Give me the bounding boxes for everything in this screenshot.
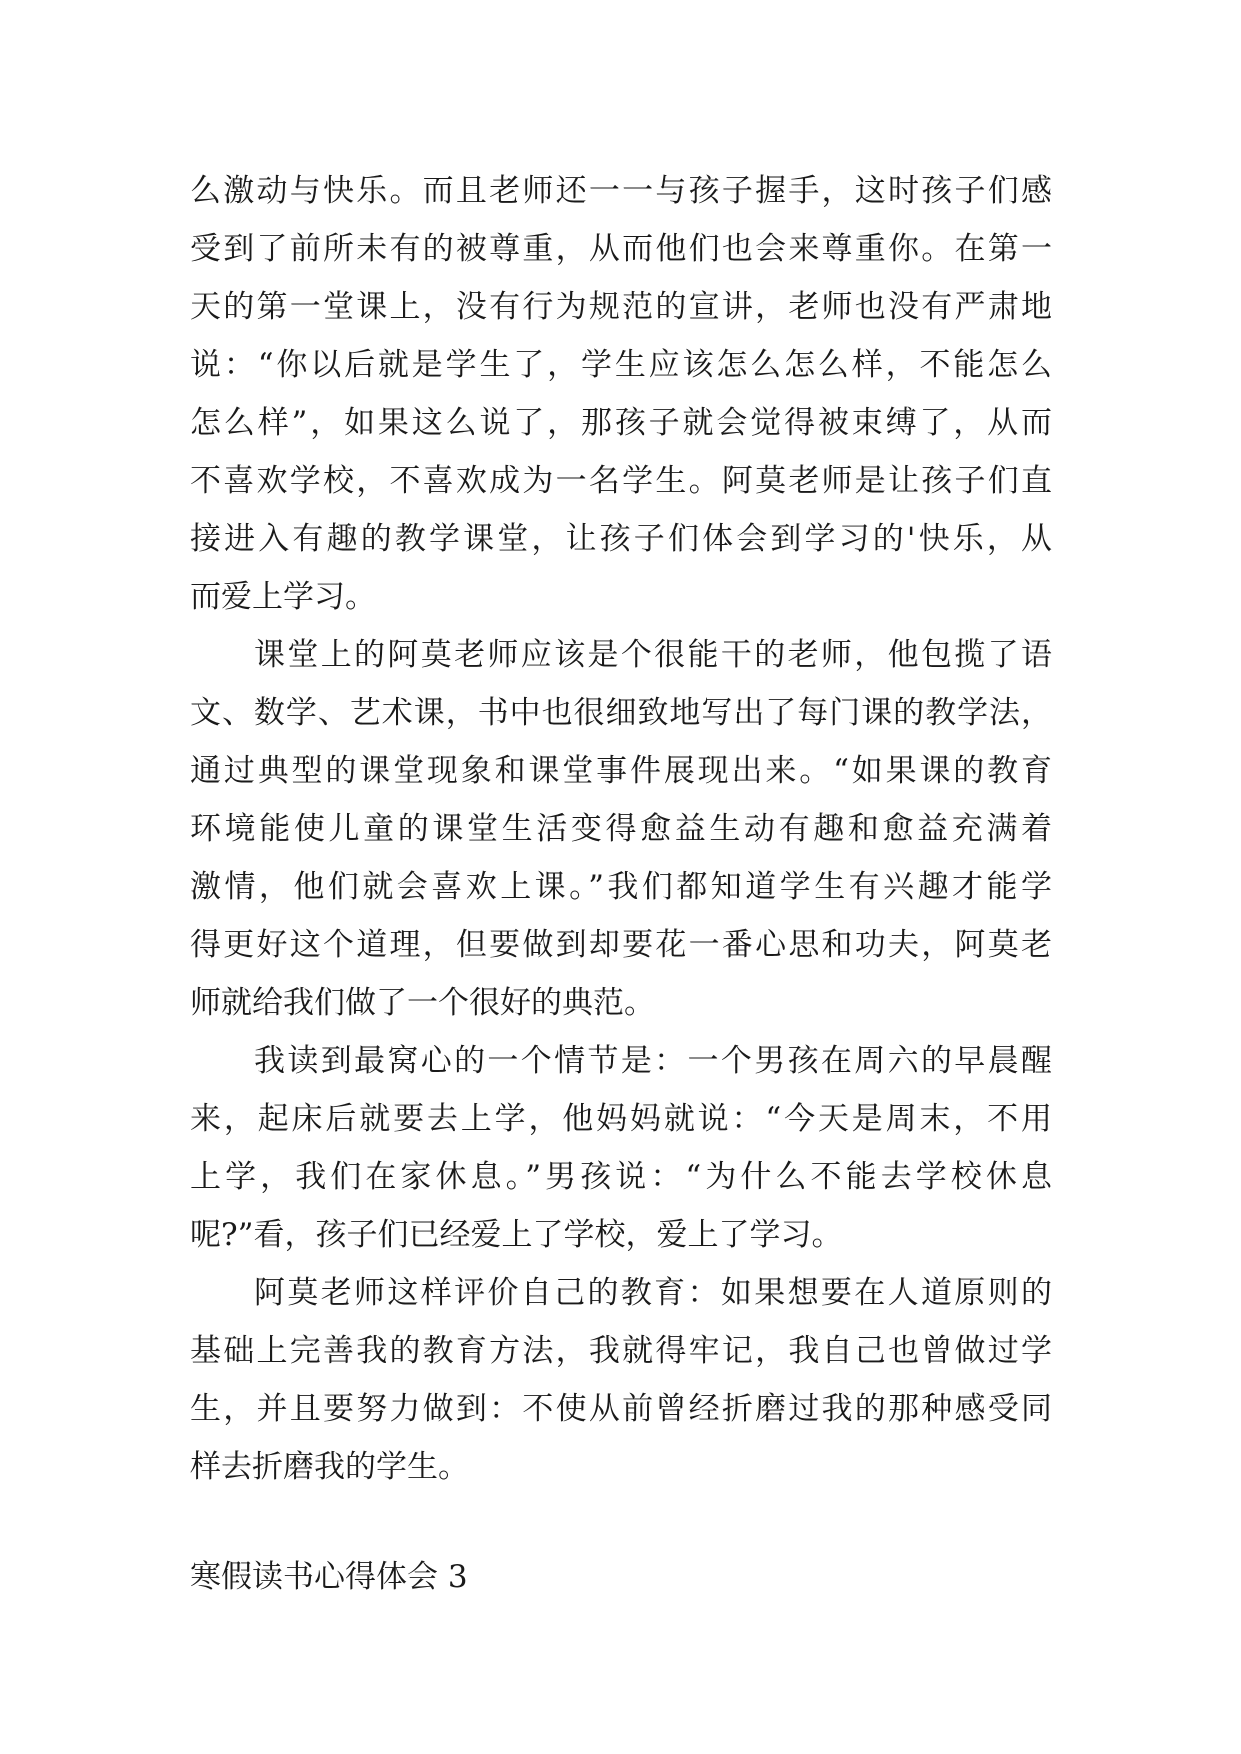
text-line: 激情，他们就会喜欢上课。”我们都知道学生有兴趣才能学 bbox=[190, 869, 1052, 905]
section-heading: 寒假读书心得体会 3 bbox=[190, 1559, 468, 1595]
text-line: 上学，我们在家休息。”男孩说：“为什么不能去学校休息 bbox=[190, 1159, 1052, 1195]
text-line: 得更好这个道理，但要做到却要花一番心思和功夫，阿莫老 bbox=[190, 927, 1052, 963]
text-line: 么激动与快乐。而且老师还一一与孩子握手，这时孩子们感 bbox=[190, 173, 1052, 209]
text-line: 接进入有趣的教学课堂，让孩子们体会到学习的'快乐，从 bbox=[190, 521, 1052, 557]
paragraph bbox=[190, 1264, 1052, 1496]
text-line: 我读到最窝心的一个情节是：一个男孩在周六的早晨醒 bbox=[254, 1043, 1052, 1079]
text-line: 天的第一堂课上，没有行为规范的宣讲，老师也没有严肃地 bbox=[190, 289, 1052, 325]
body-text bbox=[190, 162, 1052, 1496]
paragraph bbox=[190, 162, 1052, 626]
text-line: 怎么样”，如果这么说了，那孩子就会觉得被束缚了，从而 bbox=[190, 405, 1052, 441]
text-line: 来，起床后就要去上学，他妈妈就说：“今天是周末，不用 bbox=[190, 1101, 1052, 1137]
text-line: 说：“你以后就是学生了，学生应该怎么怎么样，不能怎么 bbox=[190, 347, 1052, 383]
text-line: 基础上完善我的教育方法，我就得牢记，我自己也曾做过学 bbox=[190, 1333, 1052, 1369]
paragraph bbox=[190, 626, 1052, 1032]
text-line: 生，并且要努力做到：不使从前曾经折磨过我的那种感受同 bbox=[190, 1391, 1052, 1427]
text-line: 课堂上的阿莫老师应该是个很能干的老师，他包揽了语 bbox=[254, 637, 1052, 673]
text-line: 阿莫老师这样评价自己的教育：如果想要在人道原则的 bbox=[254, 1275, 1052, 1311]
text-line: 不喜欢学校，不喜欢成为一名学生。阿莫老师是让孩子们直 bbox=[190, 463, 1052, 499]
text-line: 样去折磨我的学生。 bbox=[190, 1449, 469, 1485]
text-line: 通过典型的课堂现象和课堂事件展现出来。“如果课的教育 bbox=[190, 753, 1052, 789]
text-line: 文、数学、艺术课，书中也很细致地写出了每门课的教学法， bbox=[190, 695, 1052, 731]
text-line: 而爱上学习。 bbox=[190, 579, 376, 615]
text-line: 环境能使儿童的课堂生活变得愈益生动有趣和愈益充满着 bbox=[190, 811, 1052, 847]
text-line: 呢?”看，孩子们已经爱上了学校，爱上了学习。 bbox=[190, 1217, 843, 1253]
text-line: 师就给我们做了一个很好的典范。 bbox=[190, 985, 655, 1021]
paragraph bbox=[190, 1032, 1052, 1264]
text-line: 受到了前所未有的被尊重，从而他们也会来尊重你。在第一 bbox=[190, 231, 1052, 267]
